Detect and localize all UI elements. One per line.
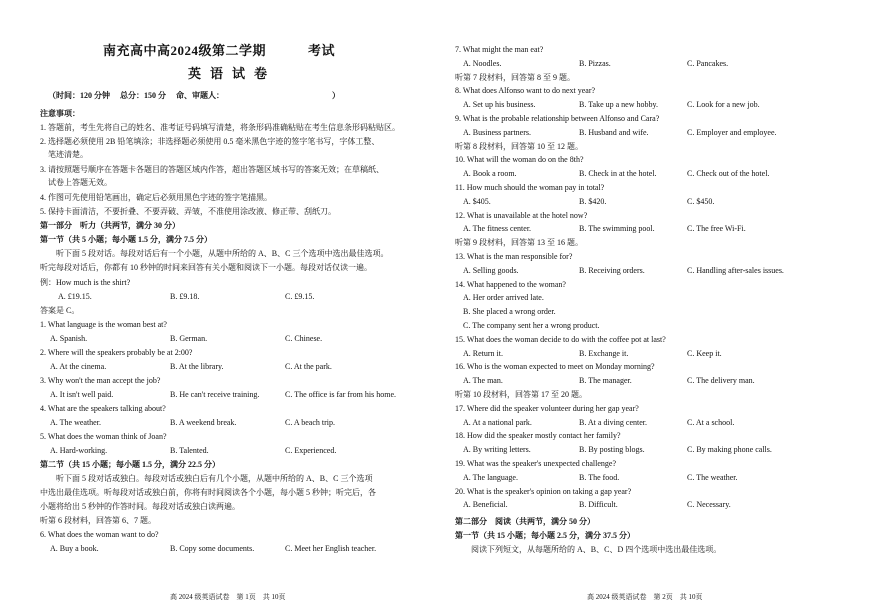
option: C. $450. <box>687 196 715 206</box>
section1-heading: 第一节（共 5 小题；每小题 1.5 分，满分 7.5 分） <box>40 235 212 244</box>
option-5b: B. Talented. <box>170 446 209 455</box>
option-4a: A. The weather. <box>50 418 101 427</box>
option: C. The company sent her a wrong product. <box>463 321 600 330</box>
question-1: 1. What language is the woman best at? <box>40 320 167 329</box>
option-6b: B. Copy some documents. <box>170 544 255 553</box>
material-label: 听第 8 段材料，回答第 10 至 12 题。 <box>455 141 583 151</box>
option: C. Check out of the hotel. <box>687 169 770 179</box>
question-6: 6. What does the woman want to do? <box>40 530 159 539</box>
example-option: C. £9.15. <box>285 292 315 301</box>
option: B. Exchange it. <box>579 348 629 358</box>
question-4: 4. What are the speakers talking about? <box>40 404 166 413</box>
option-5a: A. Hard-working. <box>50 446 108 455</box>
option: A. The fitness center. <box>463 224 532 234</box>
option: C. The weather. <box>687 472 738 482</box>
question: 14. What happened to the woman? <box>455 279 566 289</box>
section2-intro: 中选出最佳选项。听每段对话或独白前，你将有时间阅读各个小题，每小题 5 秒钟；听完后，各 <box>40 488 376 497</box>
question-5: 5. What does the woman think of Joan? <box>40 432 167 441</box>
note-item: 笔迹清楚。 <box>40 150 88 159</box>
option: A. At a national park. <box>463 417 532 427</box>
option: B. By posting blogs. <box>579 445 645 455</box>
question: 11. How much should the woman pay in total? <box>455 183 605 192</box>
note-item: 4. 作图可先使用铅笔画出，确定后必须用黑色字迹的签字笔描黑。 <box>40 193 272 202</box>
question: 7. What might the man eat? <box>455 45 544 54</box>
option: B. The food. <box>579 472 620 482</box>
option: A. $405. <box>463 196 491 206</box>
option-1c: C. Chinese. <box>285 334 323 343</box>
option: B. Check in at the hotel. <box>579 169 657 179</box>
question: 18. How did the speaker mostly contact her family? <box>455 431 621 441</box>
question: 19. What was the speaker's unexpected challenge? <box>455 459 617 468</box>
note-item: 试卷上答题无效。 <box>40 178 112 187</box>
option: B. Receiving orders. <box>579 265 645 275</box>
option: C. The delivery man. <box>687 376 755 386</box>
material-label: 听第 9 段材料，回答第 13 至 16 题。 <box>455 238 583 248</box>
option: C. Pancakes. <box>687 58 729 68</box>
option: B. Difficult. <box>579 500 618 510</box>
option: A. Her order arrived late. <box>463 293 544 303</box>
section1-intro: 听完每段对话后，你都有 10 秒钟的时间来回答有关小题和阅读下一小题。每段对话仅读一遍。 <box>40 263 372 272</box>
option-4b: B. A weekend break. <box>170 418 237 427</box>
note-item: 5. 保持卡面清洁，不要折叠、不要弄破、弄皱，不准使用涂改液、修正带、刮纸刀。 <box>40 207 336 216</box>
question: 9. What is the probable relationship between Alfonso and Cara? <box>455 114 660 123</box>
option: B. She placed a wrong order. <box>463 307 556 317</box>
option: C. Necessary. <box>687 500 731 510</box>
exam-info: （时间：120 分钟 总分：150 分 命、审题人： ） <box>48 91 340 100</box>
notes-heading: 注意事项： <box>40 109 80 118</box>
note-item: 3. 请按照题号顺序在答题卡各题目的答题区域内作答，超出答题区域书写的答案无效；在草稿纸、 <box>40 165 384 174</box>
example-answer: 答案是 C。 <box>40 306 80 315</box>
option: A. By writing letters. <box>463 445 531 455</box>
option: A. Book a room. <box>463 169 517 179</box>
question: 13. What is the man responsible for? <box>455 252 573 261</box>
option-6a: A. Buy a book. <box>50 544 99 553</box>
option: A. Selling goods. <box>463 265 519 275</box>
option: B. At a diving center. <box>579 417 647 427</box>
example-question: 例：How much is the shirt? <box>40 278 131 287</box>
option: A. Beneficial. <box>463 500 508 510</box>
option: C. Handling after-sales issues. <box>687 265 784 275</box>
question: 17. Where did the speaker volunteer during her gap year? <box>455 403 639 413</box>
option: A. Noodles. <box>463 58 502 68</box>
option: C. The free Wi-Fi. <box>687 224 746 234</box>
part1-heading: 第一部分 听力（共两节，满分 30 分） <box>40 221 180 230</box>
question-3: 3. Why won't the man accept the job? <box>40 376 161 385</box>
section1-intro: 听下面 5 段对话。每段对话后有一个小题，从题中所给的 A、B、C 三个选项中选出最佳选项。 <box>40 249 389 258</box>
material-label: 听第 6 段材料，回答第 6、7 题。 <box>40 516 156 525</box>
material-label: 听第 10 段材料，回答第 17 至 20 题。 <box>455 390 587 399</box>
section2-intro: 小题将给出 5 秒钟的作答时间。每段对话或独白读两遍。 <box>40 502 240 511</box>
exam-title: 南充高中高2024级第二学期 <box>103 43 267 58</box>
option-3b: B. He can't receive training. <box>170 390 260 399</box>
material-label: 听第 7 段材料，回答第 8 至 9 题。 <box>455 72 575 82</box>
option: C. By making phone calls. <box>687 445 772 455</box>
option: A. Set up his business. <box>463 100 536 110</box>
option-2c: C. At the park. <box>285 362 332 371</box>
option: C. Look for a new job. <box>687 100 760 110</box>
option-2b: B. At the library. <box>170 362 224 371</box>
option: C. Employer and employee. <box>687 127 777 137</box>
option: A. Return it. <box>463 348 503 358</box>
part2-section1-heading: 第一节（共 15 小题；每小题 2.5 分，满分 37.5 分） <box>455 531 635 540</box>
question: 20. What is the speaker's opinion on taking a gap year? <box>455 486 632 496</box>
option-3a: A. It isn't well paid. <box>50 390 114 399</box>
question: 12. What is unavailable at the hotel now? <box>455 210 588 220</box>
option-4c: C. A beach trip. <box>285 418 335 427</box>
example-option: A. £19.15. <box>58 292 92 301</box>
part2-intro: 阅读下列短文，从每题所给的 A、B、C、D 四个选项中选出最佳选项。 <box>455 545 722 554</box>
subject-title: 英语试卷 <box>188 66 277 81</box>
question: 15. What does the woman decide to do with the coffee pot at last? <box>455 334 666 344</box>
exam-title-suffix: 考试 <box>308 43 336 58</box>
option: A. The language. <box>463 472 518 482</box>
note-item: 1. 答题前，考生先将自己的姓名、准考证号码填写清楚，将条形码准确粘贴在考生信息条形码粘贴区。 <box>40 123 400 132</box>
section2-intro: 听下面 5 段对话或独白。每段对话或独白后有几个小题，从题中所给的 A、B、C 三个选项 <box>40 474 373 483</box>
note-item: 2. 选择题必须使用 2B 铅笔填涂；非选择题必须使用 0.5 毫米黑色字迹的签字笔书写，字体工整、 <box>40 137 380 146</box>
example-option: B. £9.18. <box>170 292 200 301</box>
option-1b: B. German. <box>170 334 208 343</box>
question: 16. Who is the woman expected to meet on Monday morning? <box>455 362 655 372</box>
option: B. $420. <box>579 196 607 206</box>
option-5c: C. Experienced. <box>285 446 337 455</box>
option: A. Business partners. <box>463 127 531 137</box>
question: 8. What does Alfonso want to do next year? <box>455 86 596 96</box>
option: C. Keep it. <box>687 348 722 358</box>
question: 10. What will the woman do on the 8th? <box>455 155 584 165</box>
part2-heading: 第二部分 阅读（共两节，满分 50 分） <box>455 517 595 526</box>
option: B. The swimming pool. <box>579 224 655 234</box>
option: B. Husband and wife. <box>579 127 649 137</box>
question-2: 2. Where will the speakers probably be at 2:00? <box>40 348 193 357</box>
option: B. Take up a new hobby. <box>579 100 658 110</box>
option: A. The man. <box>463 376 503 386</box>
option-3c: C. The office is far from his home. <box>285 390 397 399</box>
option: B. Pizzas. <box>579 58 611 68</box>
option: C. At a school. <box>687 417 735 427</box>
page-footer: 高 2024 级英语试卷 第 1页 共 10页 <box>170 593 286 601</box>
option: B. The manager. <box>579 376 632 386</box>
page-footer: 高 2024 级英语试卷 第 2页 共 10页 <box>587 593 703 601</box>
section2-heading: 第二节（共 15 小题；每小题 1.5 分，满分 22.5 分） <box>40 460 220 469</box>
option-1a: A. Spanish. <box>50 334 88 343</box>
option-6c: C. Meet her English teacher. <box>285 544 377 553</box>
option-2a: A. At the cinema. <box>50 362 107 371</box>
